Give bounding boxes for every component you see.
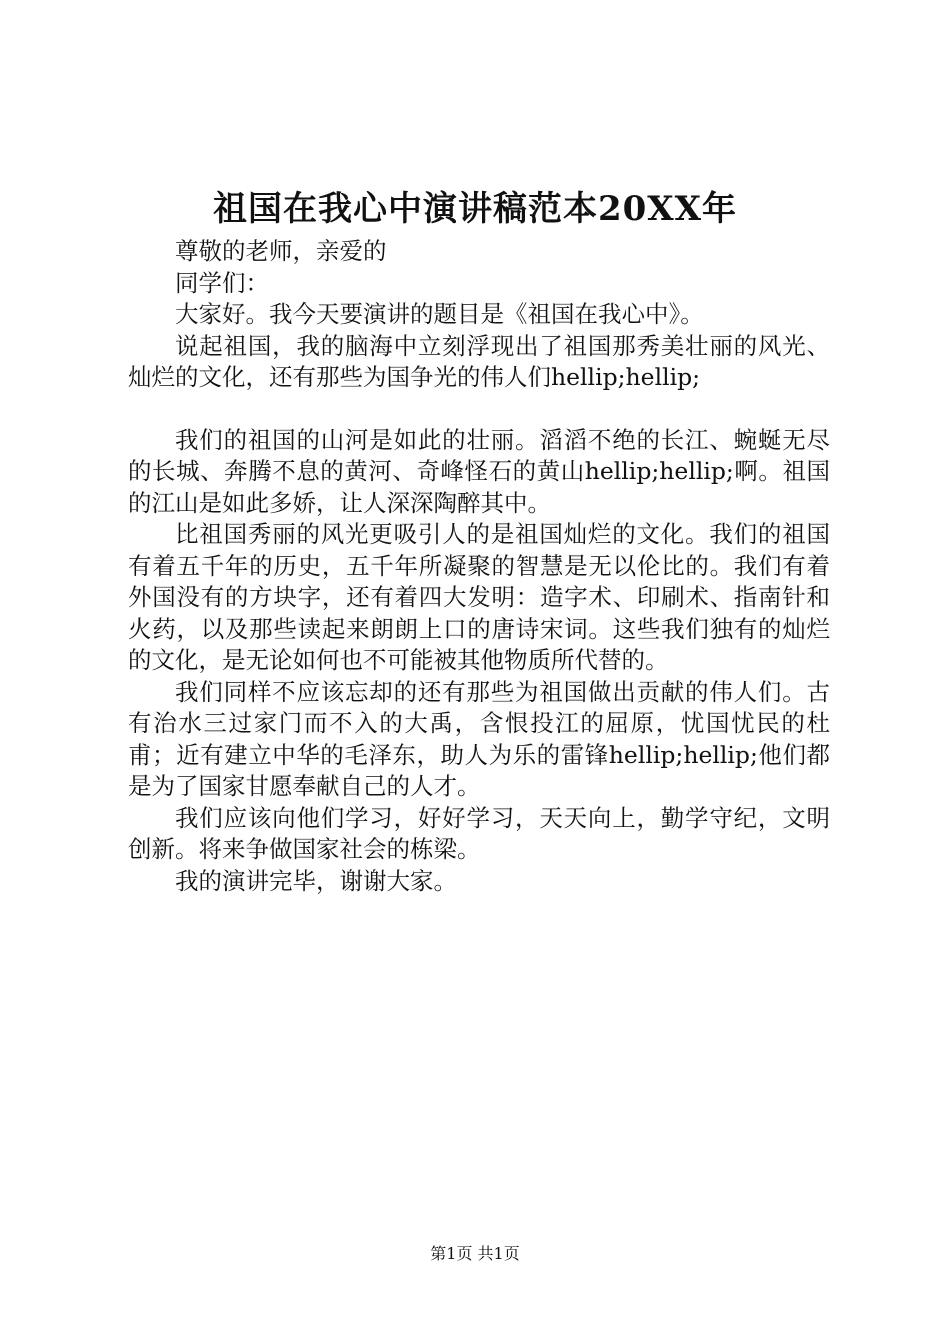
paragraph-greeting-2: 同学们：	[175, 268, 269, 297]
document-title: 祖国在我心中演讲稿范本20XX年	[212, 189, 738, 229]
page-footer: 第1页 共1页	[430, 1244, 520, 1263]
paragraph-greeting-1: 尊敬的老师，亲爱的	[175, 237, 387, 265]
document-body	[128, 236, 830, 897]
paragraph-culture: 比祖国秀丽的风光更吸引人的是祖国灿烂的文化。我们的祖国有着五千年的历史，五千年所凝聚的智慧是无以伦比的。我们有着外国没有的方块字，还有着四大发明：造字术、印刷术、指南针和火药，以及那些读起来朗朗上口的唐诗宋词。这些我们独有的灿烂的文化，是无论如何也不可能被其他物质所代替的。	[128, 520, 830, 674]
paragraph-great-people: 我们同样不应该忘却的还有那些为祖国做出贡献的伟人们。古有治水三过家门而不入的大禹，含恨投江的屈原，忧国忧民的杜甫；近有建立中华的毛泽东，助人为乐的雷锋hellip;hellip;他们都是为了国家甘愿奉献自己的人才。	[128, 677, 830, 800]
paragraph-closing: 我的演讲完毕，谢谢大家。	[175, 866, 457, 895]
paragraph-landscape: 我们的祖国的山河是如此的壮丽。滔滔不绝的长江、蜿蜒无尽的长城、奔腾不息的黄河、奇峰怪石的黄山hellip;hellip;啊。祖国的江山是如此多娇，让人深深陶醉其中。	[128, 425, 830, 517]
paragraph-intro: 大家好。我今天要演讲的题目是《祖国在我心中》。	[175, 300, 704, 328]
paragraph-learn: 我们应该向他们学习，好好学习，天天向上，勤学守纪，文明创新。将来争做国家社会的栋梁。	[128, 803, 830, 863]
paragraph-motherland: 说起祖国，我的脑海中立刻浮现出了祖国那秀美壮丽的风光、灿烂的文化，还有那些为国争光的伟人们hellip;hellip;	[128, 331, 830, 391]
